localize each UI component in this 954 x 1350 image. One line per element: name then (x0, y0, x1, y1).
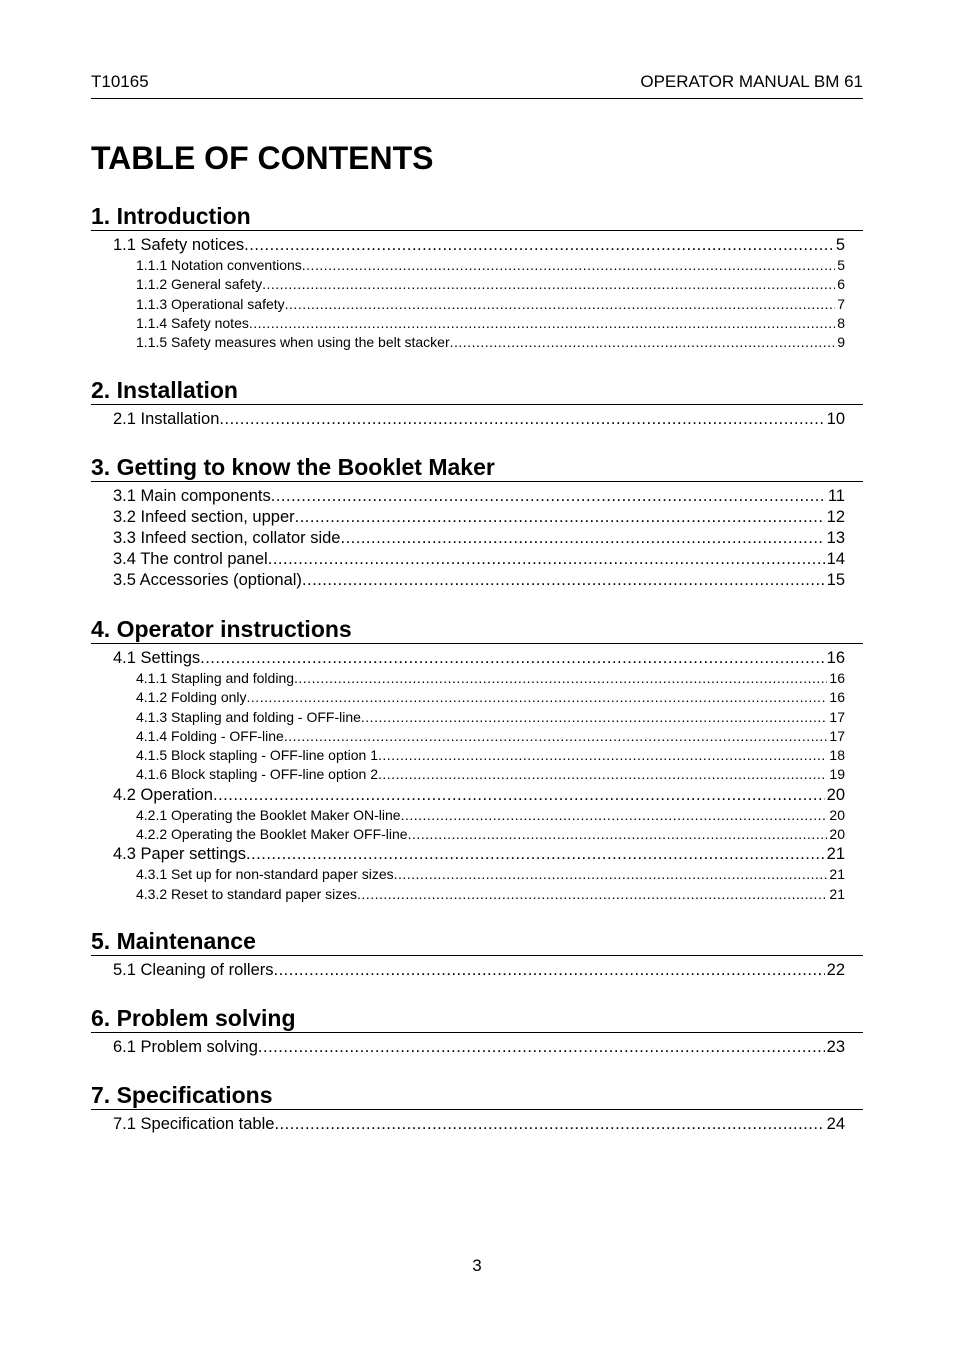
toc-entry-page: 7 (837, 295, 845, 312)
toc-entry-title: 1.1 Safety notices (113, 236, 245, 254)
toc-entry-title: 1.1.3 Operational safety (136, 295, 285, 312)
toc-entry-title: 4.3.2 Reset to standard paper sizes (136, 885, 358, 902)
dot-leader (408, 825, 828, 844)
toc-entry-page: 22 (826, 961, 845, 979)
dot-leader (378, 746, 827, 765)
dot-leader (302, 570, 825, 591)
toc-entry-title: 3.5 Accessories (optional) (113, 571, 302, 589)
toc-entry-page: 11 (827, 487, 845, 505)
toc-entry-page: 17 (829, 708, 845, 725)
toc-entry[interactable] (91, 669, 845, 688)
toc-entry-page: 13 (826, 529, 845, 547)
toc-entry-page: 10 (826, 410, 845, 428)
section-heading: 4. Operator instructions (91, 615, 863, 644)
dot-leader (249, 314, 835, 333)
dot-leader (271, 486, 826, 507)
toc-entry-page: 16 (829, 689, 845, 706)
toc-entry-title: 2.1 Installation (113, 410, 220, 428)
toc-entry-title: 4.1.4 Folding - OFF-line (136, 727, 284, 744)
dot-leader (378, 765, 827, 784)
toc-entry-page: 8 (837, 314, 845, 331)
dot-leader (394, 865, 828, 884)
toc-entry-title: 4.2.2 Operating the Booklet Maker OFF-line (136, 826, 408, 843)
section-heading: 1. Introduction (91, 202, 863, 231)
toc-section-installation (91, 376, 863, 430)
toc-entry-page: 15 (826, 571, 845, 589)
dot-leader (285, 295, 836, 314)
page-number: 3 (472, 1256, 482, 1275)
toc-entry-title: 1.1.1 Notation conventions (136, 257, 302, 273)
toc-entry-page: 14 (826, 550, 845, 568)
section-heading: 6. Problem solving (91, 1004, 863, 1033)
dot-leader (401, 806, 828, 825)
toc-entry-title: 4.2.1 Operating the Booklet Maker ON-line (136, 806, 401, 823)
manual-title: OPERATOR MANUAL BM 61 (640, 72, 863, 91)
toc-entry-title: 3.1 Main components (113, 487, 271, 505)
toc-entry-page: 19 (829, 766, 845, 783)
dot-leader (274, 960, 825, 981)
toc-entry-page: 17 (829, 727, 845, 744)
toc-entry[interactable] (91, 885, 845, 904)
toc-entry[interactable] (91, 785, 845, 806)
toc-entry-title: 6.1 Problem solving (113, 1038, 258, 1056)
toc-entry-page: 16 (826, 649, 845, 667)
toc-entry[interactable] (91, 1037, 845, 1058)
toc-entry-page: 24 (826, 1115, 845, 1133)
dot-leader (262, 275, 835, 294)
page-title: TABLE OF CONTENTS (91, 140, 434, 176)
dot-leader (361, 708, 828, 727)
toc-entry[interactable] (91, 708, 845, 727)
toc-entry[interactable] (91, 865, 845, 884)
dot-leader (357, 885, 827, 904)
toc-entry[interactable] (91, 333, 845, 352)
toc-entry-title: 4.1.6 Block stapling - OFF-line option 2 (136, 766, 379, 783)
toc-entry-title: 4.1.2 Folding only (136, 689, 247, 706)
dot-leader (295, 507, 825, 528)
toc-section-problem-solving (91, 1004, 863, 1058)
toc-entry[interactable] (91, 295, 845, 314)
toc-entry[interactable] (91, 844, 845, 865)
toc-entry-page: 20 (829, 806, 845, 823)
toc-section-getting-to-know (91, 453, 863, 591)
toc-entry-title: 1.1.4 Safety notes (136, 314, 249, 331)
toc-entry-page: 21 (829, 885, 845, 902)
toc-entry[interactable] (91, 746, 845, 765)
section-heading: 5. Maintenance (91, 927, 863, 956)
toc-entry-title: 4.1.5 Block stapling - OFF-line option 1 (136, 747, 379, 764)
dot-leader (302, 256, 835, 275)
toc-entry[interactable] (91, 235, 845, 256)
document-id: T10165 (91, 72, 149, 91)
dot-leader (213, 785, 825, 806)
toc-entry-title: 4.3 Paper settings (113, 845, 246, 864)
toc-entry[interactable] (91, 825, 845, 844)
dot-leader (247, 688, 828, 707)
toc-entry-title: 5.1 Cleaning of rollers (113, 961, 274, 979)
toc-entry-page: 20 (829, 826, 845, 843)
page-header (91, 72, 863, 99)
toc-entry-title: 4.1.3 Stapling and folding - OFF-line (136, 708, 361, 725)
toc-entry[interactable] (91, 256, 845, 275)
toc-entry[interactable] (91, 507, 845, 528)
toc-entry[interactable] (91, 688, 845, 707)
toc-entry-page: 23 (826, 1038, 845, 1056)
dot-leader (244, 235, 834, 256)
toc-entry-title: 3.3 Infeed section, collator side (113, 529, 341, 547)
toc-entry[interactable] (91, 727, 845, 746)
dot-leader (219, 409, 824, 430)
toc-entry-title: 4.1 Settings (113, 649, 201, 667)
toc-entry[interactable] (91, 275, 845, 294)
toc-entry-page: 21 (826, 845, 845, 864)
toc-entry[interactable] (91, 806, 845, 825)
section-heading: 7. Specifications (91, 1081, 863, 1110)
toc-entry-page: 18 (829, 747, 845, 764)
toc-entry-title: 4.2 Operation (113, 785, 213, 804)
toc-entry[interactable] (91, 314, 845, 333)
toc-entry[interactable] (91, 960, 845, 981)
toc-entry-page: 6 (837, 276, 845, 293)
dot-leader (284, 727, 828, 746)
toc-entry-title: 7.1 Specification table (113, 1115, 275, 1133)
toc-entry-page: 12 (826, 508, 845, 526)
toc-section-introduction (91, 202, 863, 352)
toc-entry[interactable] (91, 570, 845, 591)
toc-entry-page: 21 (829, 866, 845, 883)
dot-leader (200, 648, 825, 669)
toc-entry-page: 16 (829, 670, 845, 686)
toc-entry-title: 1.1.5 Safety measures when using the belt stacker (136, 334, 450, 351)
dot-leader (340, 528, 824, 549)
dot-leader (274, 1114, 824, 1135)
toc-section-specifications (91, 1081, 863, 1135)
toc-entry[interactable] (91, 409, 845, 430)
section-heading: 3. Getting to know the Booklet Maker (91, 453, 863, 482)
section-heading: 2. Installation (91, 376, 863, 405)
toc-section-maintenance (91, 927, 863, 981)
toc-entry[interactable] (91, 765, 845, 784)
toc-entry[interactable] (91, 549, 845, 570)
toc-entry-page: 20 (826, 785, 845, 804)
toc-entry[interactable] (91, 486, 845, 507)
toc-entry-title: 1.1.2 General safety (136, 276, 263, 293)
dot-leader (246, 844, 825, 865)
toc-entry[interactable] (91, 528, 845, 549)
toc-entry-title: 4.1.1 Stapling and folding (136, 670, 295, 686)
toc-entry-page: 9 (837, 334, 845, 351)
dot-leader (450, 333, 836, 352)
toc-entry[interactable] (91, 1114, 845, 1135)
toc-entry-title: 3.2 Infeed section, upper (113, 508, 295, 526)
toc-section-operator-instructions (91, 615, 863, 904)
dot-leader (294, 669, 827, 688)
toc-entry-page: 5 (835, 236, 845, 254)
dot-leader (268, 549, 825, 570)
toc-entry[interactable] (91, 648, 845, 669)
dot-leader (258, 1037, 825, 1058)
toc-entry-title: 4.3.1 Set up for non-standard paper sizes (136, 866, 394, 883)
toc-entry-title: 3.4 The control panel (113, 550, 268, 568)
toc-entry-page: 5 (837, 257, 845, 273)
